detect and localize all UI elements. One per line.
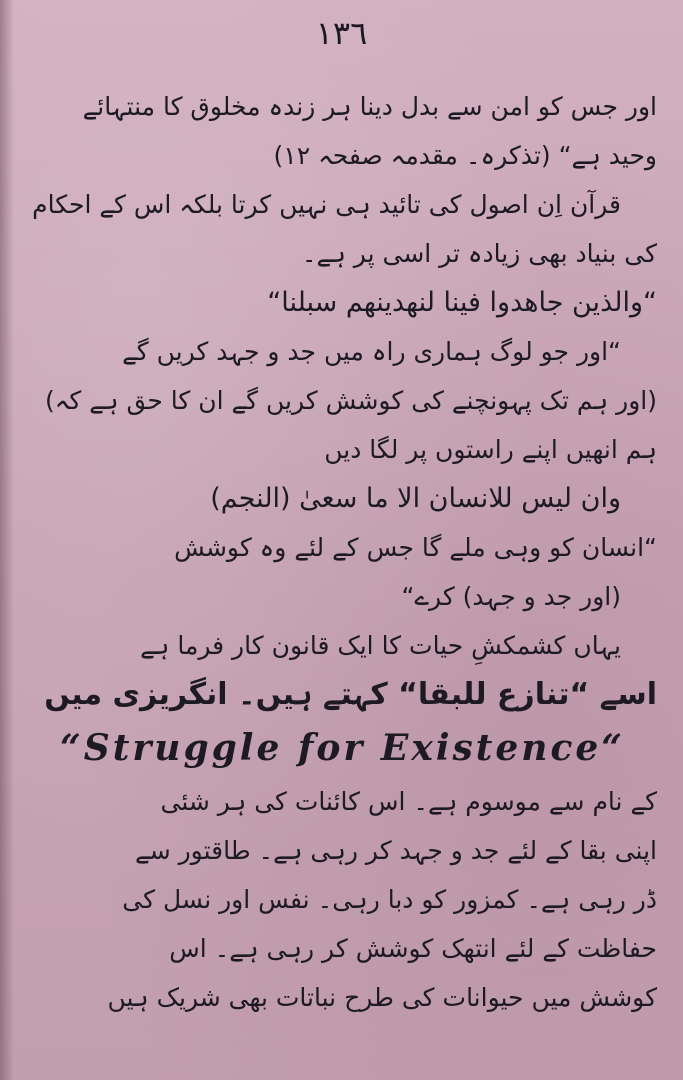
text-line-15: کے نام سے موسوم ہے۔ اس کائنات کی ہر شئی (160, 787, 657, 816)
quran-verse-1: “والذین جاھدوا فینا لنھدینھم سبلنا“ (267, 287, 657, 318)
text-line-11: (اور جد و جہد) کرے“ (401, 582, 621, 611)
text-line-18: حفاظت کے لئے انتھک کوشش کر رہی ہے۔ اس (169, 934, 657, 963)
text-body (28, 82, 657, 1022)
text-line-7: (اور ہم تک پہونچنے کی کوشش کریں گے ان کا حق ہے کہ) (45, 386, 657, 415)
text-line-3: قرآن اِن اصول کی تائید ہی نہیں کرتا بلکہ اس کے احکام (32, 190, 621, 219)
text-line-8: ہم انھیں اپنے راستوں پر لگا دیں (324, 435, 657, 464)
text-line-4: کی بنیاد بھی زیادہ تر اسی پر ہے۔ (301, 239, 657, 268)
text-line-1: اور جس کو امن سے بدل دینا ہر زندہ مخلوق کا منتہائے (82, 92, 657, 121)
text-line-6: “اور جو لوگ ہماری راہ میں جد و جہد کریں گے (122, 337, 621, 366)
text-line-2: وحید ہے“ (تذکرہ۔ مقدمہ صفحہ ١٢) (273, 141, 657, 170)
text-line-13: اسے “تنازع للبقا“ کہتے ہیں۔ انگریزی میں (44, 677, 657, 712)
text-line-16: اپنی بقا کے لئے جد و جہد کر رہی ہے۔ طاقتور سے (135, 836, 657, 865)
quran-verse-2: وان لیس للانسان الا ما سعیٰ (النجم) (210, 483, 621, 514)
page-number: ١٣٦ (315, 14, 368, 52)
text-line-17: ڈر رہی ہے۔ کمزور کو دبا رہی۔ نفس اور نسل کی (122, 885, 657, 914)
text-line-10: “انسان کو وہی ملے گا جس کے لئے وہ کوشش (174, 533, 657, 562)
text-line-19: کوشش میں حیوانات کی طرح نباتات بھی شریک ہیں (107, 983, 657, 1012)
text-line-12: یہاں کشمکشِ حیات کا ایک قانون کار فرما ہے (140, 631, 621, 660)
english-term: “Struggle for Existence“ (59, 727, 625, 769)
